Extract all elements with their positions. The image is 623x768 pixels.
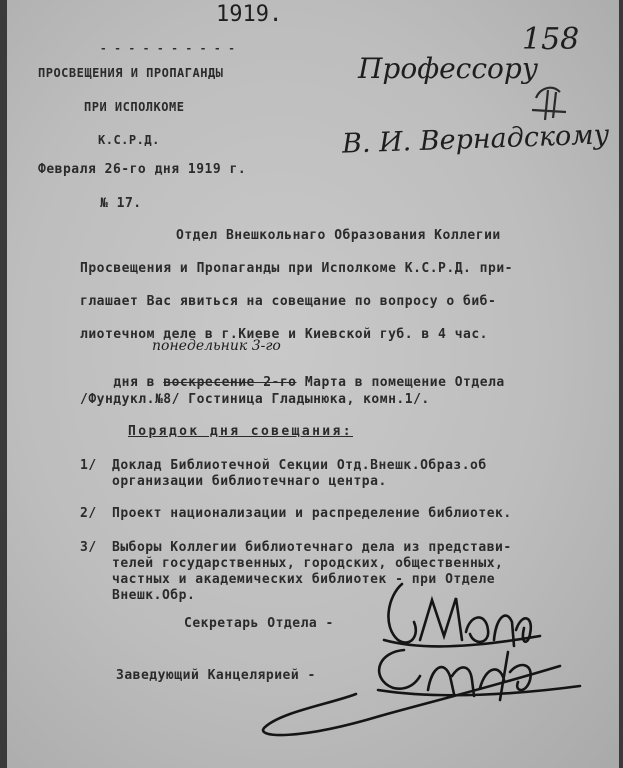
agenda-item-3-line4: Внешк.Обр.	[112, 588, 196, 603]
scan-edge-right	[619, 0, 623, 768]
addressee-line1: Профессору	[358, 52, 539, 85]
department-line2: ПРОСВЕЩЕНИЯ И ПРОПАГАНДЫ	[38, 66, 224, 80]
agenda-item-3-line3: частных и академических библиотек - при Отделе	[112, 572, 496, 587]
agenda-heading: Порядок дня совещания:	[128, 424, 353, 439]
department-line1: - - - - - - - - - -	[100, 42, 236, 55]
agenda-item-1-line1: Доклад Библиотечной Секции Отд.Внешк.Образ.об	[112, 458, 487, 473]
body-line3: глашает Вас явиться на совещание по вопросу о биб-	[80, 294, 497, 309]
body-line6: /Фундукл.№8/ Гостиница Гладынюка, комн.1/.	[80, 392, 430, 407]
department-line3: ПРИ ИСПОЛКОМЕ	[84, 100, 185, 114]
body-line2: Просвещения и Пропаганды при Исполкоме К.С.Р.Д. при-	[80, 261, 513, 276]
addressee-line2: В. И. Вернадскому	[341, 119, 610, 160]
agenda-item-3-line1: Выборы Коллегии библиотечнаго дела из представи-	[112, 540, 512, 555]
chancery-signature-icon	[263, 650, 580, 735]
secretary-label: Секретарь Отдела -	[184, 616, 334, 631]
department-line4: К.С.Р.Д.	[98, 133, 160, 147]
agenda-item-1-line2: организации библиотечнаго центра.	[112, 474, 387, 489]
agenda-item-1-number: 1/	[80, 458, 97, 473]
document-date: Февраля 26-го дня 1919 г.	[38, 162, 247, 177]
handwritten-insert: понедельник 3-го	[152, 338, 281, 354]
agenda-item-3-line2: телей государственных, городских, общественных,	[112, 556, 504, 571]
year-handwritten: 1919.	[216, 2, 283, 27]
document-number: № 17.	[100, 196, 142, 211]
body-line5-end: Марта в помещение Отдела	[296, 375, 505, 390]
agenda-item-2-number: 2/	[80, 506, 97, 521]
agenda-item-2-line1: Проект национализации и распределение библиотек.	[112, 506, 512, 521]
body-line4: лиотечном деле в г.Киеве и Киевской губ. в 4 час.	[80, 327, 489, 342]
chancery-label: Заведующий Канцелярией -	[116, 668, 316, 683]
agenda-item-3-number: 3/	[80, 540, 97, 555]
struck-date: воскресение 2-го	[163, 375, 297, 390]
secretary-signature-icon	[384, 584, 540, 646]
archive-number: 158	[522, 22, 580, 57]
body-line5-start: дня в	[113, 375, 164, 390]
scan-edge-left	[0, 0, 7, 768]
body-line1: Отдел Внешкольнаго Образования Коллегии	[176, 228, 501, 243]
